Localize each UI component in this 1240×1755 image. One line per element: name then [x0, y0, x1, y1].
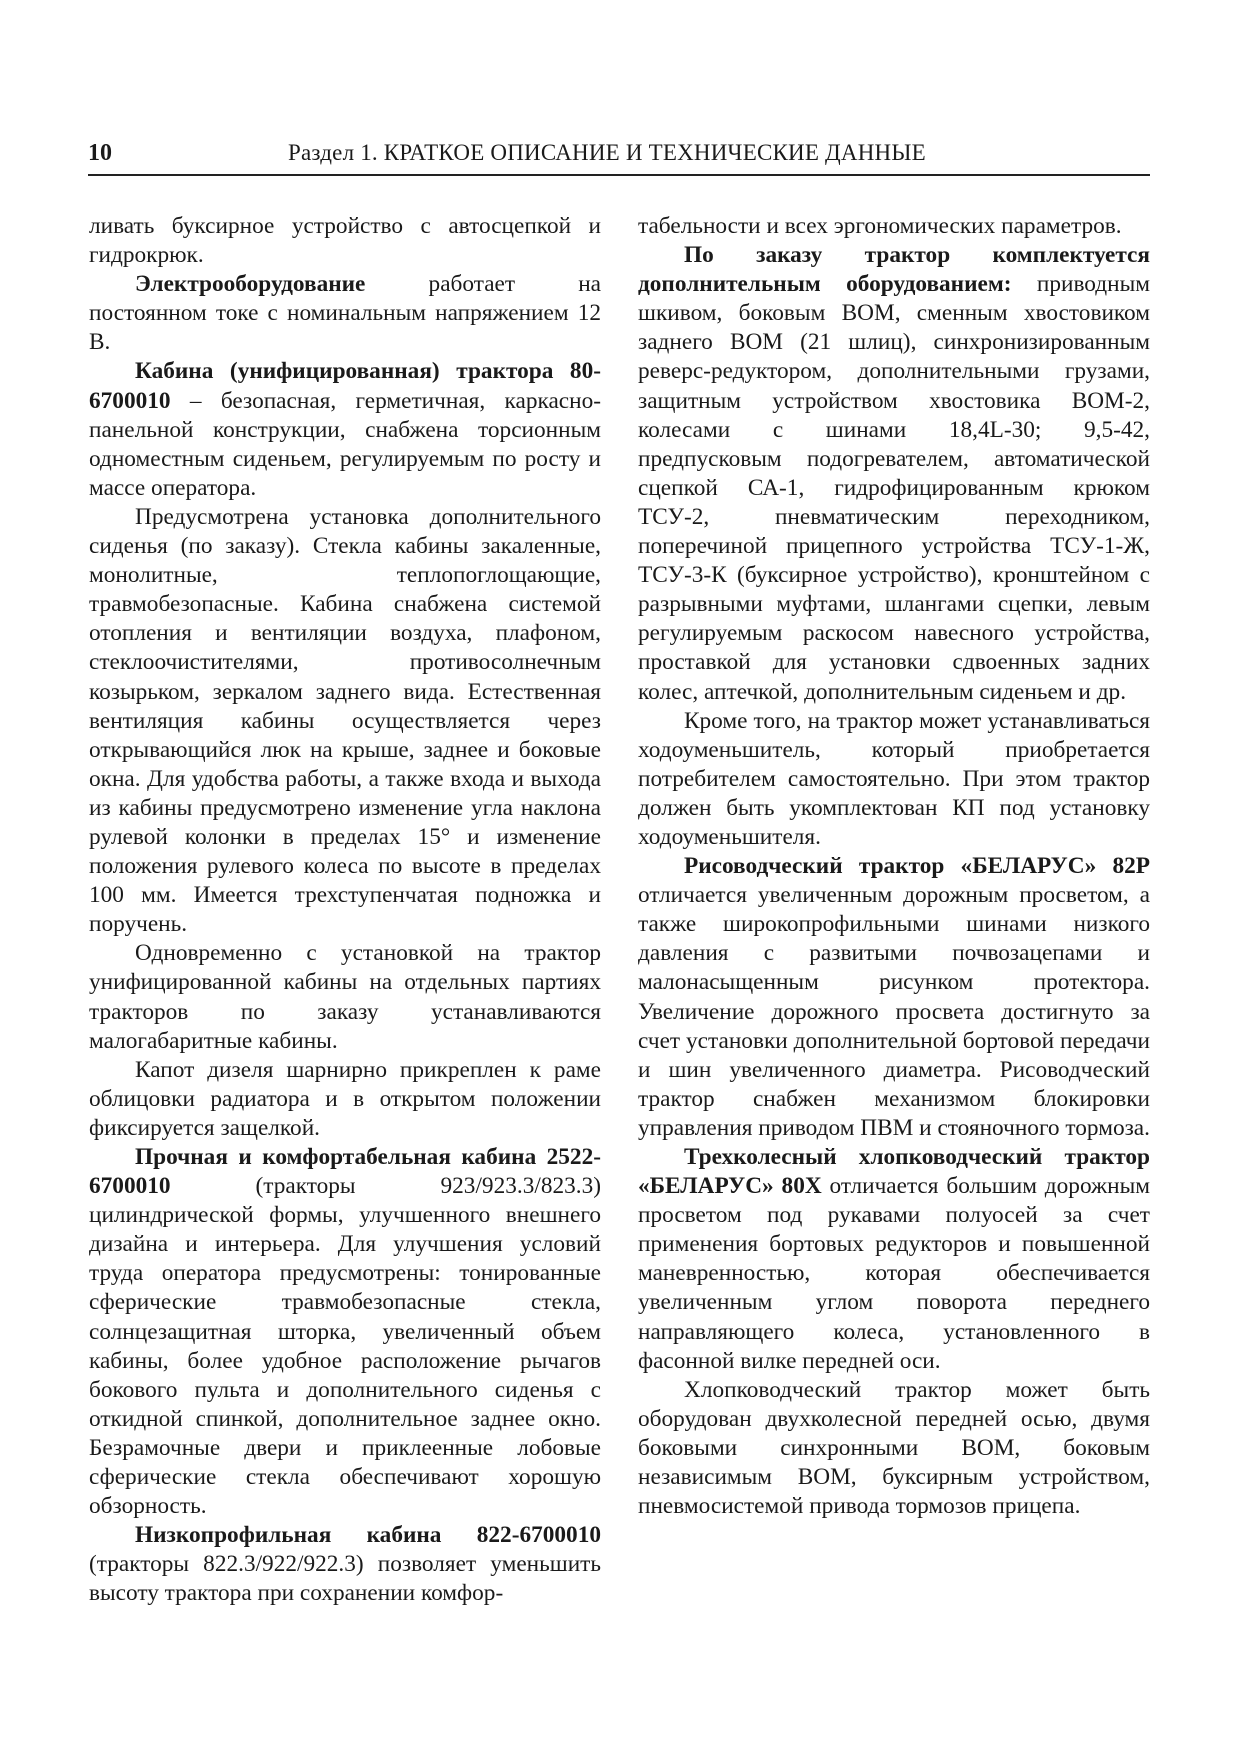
bold-term: По заказу трактор комплектуется дополнительным оборудованием: [638, 242, 1150, 298]
bold-term: Трехколесный хлопководческий трактор «БЕЛАРУС» 80Х [638, 1144, 1150, 1200]
paragraph-text: (тракторы 822.3/922/922.3) позволяет уменьшить высоту трактора при сохранении комфор- [89, 1551, 601, 1607]
page-number: 10 [88, 140, 112, 166]
paragraph [638, 852, 1150, 1143]
paragraph: Хлопководческий трактор может быть оборудован двухколесной передней осью, двумя боковыми синхронными ВОМ, боковым независимым ВОМ, буксирным устройством, пневмосистемой привода тормозов прицепа. [638, 1376, 1150, 1520]
bold-term: Прочная и комфортабельная кабина 2522-6700010 [89, 1144, 601, 1200]
paragraph-text: приводным шкивом, боковым ВОМ, сменным хвостовиком заднего ВОМ (21 шлиц), синхронизированным реверс-редуктором, дополнительными грузами, защитным устройством хвостовика ВОМ-2, колесами с шинами 18,4L-30; 9,5-42, предпусковым подогревателем, автоматической сцепкой СА-1, гидрофицированным крюком ТСУ-2, пневматическим переходником, поперечиной прицепного устройства ТСУ-1-Ж, ТСУ-3-К (буксирное устройство), кронштейном с разрывными муфтами, шлангами сцепки, левым регулируемым раскосом навесного устройства, проставкой для установки сдвоенных задних колес, аптечкой, дополнительным сиденьем и др. [638, 271, 1150, 705]
left-column [89, 212, 601, 1609]
paragraph: Одновременно с установкой на трактор унифицированной кабины на отдельных партиях тракторов по заказу устанавливаются малогабаритные кабины. [89, 940, 601, 1054]
bold-term: Кабина (унифицированная) трактора 80-6700010 [89, 358, 601, 414]
bold-term: Низкопрофильная кабина 822-6700010 [135, 1522, 601, 1549]
paragraph [638, 1143, 1150, 1376]
paragraph: ливать буксирное устройство с автосцепкой и гидрокрюк. [89, 213, 601, 269]
paragraph-text: (тракторы 923/923.3/823.3) цилиндрической формы, улучшенного внешнего дизайна и интерьера. Для улучшения условий труда оператора предусмотрены: тонированные сферические травмобезопасные стекла, солнцезащитная шторка, увеличенный объем кабины, более удобное расположение рычагов бокового пульта и дополнительного сиденья с откидной спинкой, дополнительное заднее окно. Безрамочные двери и приклеенные лобовые сферические стекла обеспечивают хорошую обзорность. [89, 1173, 601, 1520]
paragraph: табельности и всех эргономических параметров. [638, 213, 1122, 239]
bold-term: Рисоводческий трактор «БЕЛАРУС» 82Р [684, 853, 1150, 880]
running-title: Раздел 1. КРАТКОЕ ОПИСАНИЕ И ТЕХНИЧЕСКИЕ ДАННЫЕ [288, 140, 926, 165]
bold-term: Электрооборудование [135, 271, 366, 298]
paragraph [89, 270, 601, 357]
paragraph [638, 241, 1150, 707]
paragraph-text: отличается большим дорожным просветом под рукавами полуосей за счет применения бортовых редукторов и повышенной маневренностью, которая обеспечивается увеличенным углом поворота переднего направляющего колеса, установленного в фасонной вилке передней оси. [638, 1173, 1150, 1374]
page-header [88, 138, 1150, 176]
right-column [638, 212, 1150, 1521]
paragraph [89, 1143, 601, 1521]
paragraph-text: работает на постоянном токе с номинальным напряжением 12 В. [89, 271, 601, 356]
paragraph: Капот дизеля шарнирно прикреплен к раме облицовки радиатора и в открытом положении фиксируется защелкой. [89, 1056, 601, 1141]
paragraph-text: – безопасная, герметичная, каркасно-панельной конструкции, снабжена торсионным одноместным сиденьем, регулируемым по росту и массе оператора. [89, 387, 601, 501]
paragraph: Кроме того, на трактор может устанавливаться ходоуменьшитель, который приобретается потребителем самостоятельно. При этом трактор должен быть укомплектован КП под установку ходоуменьшителя. [638, 707, 1150, 850]
paragraph [89, 357, 601, 502]
paragraph [89, 1521, 601, 1608]
paragraph-text: отличается увеличенным дорожным просветом, а также широкопрофильными шинами низкого давления с развитыми почвозацепами и малонасыщенным рисунком протектора. Увеличение дорожного просвета достигнуто за счет установки дополнительной бортовой передачи и шин увеличенного диаметра. Рисоводческий трактор снабжен механизмом блокировки управления приводом ПВМ и стояночного тормоза. [638, 882, 1150, 1141]
paragraph: Предусмотрена установка дополнительного сиденья (по заказу). Стекла кабины закаленные, монолитные, теплопоглощающие, травмобезопасные. Кабина снабжена системой отопления и вентиляции воздуха, плафоном, стеклоочистителями, противосолнечным козырьком, зеркалом заднего вида. Естественная вентиляция кабины осуществляется через открывающийся люк на крыше, заднее и боковые окна. Для удобства работы, а также входа и выхода из кабины предусмотрено изменение угла наклона рулевой колонки в пределах 15° и изменение положения рулевого колеса по высоте в пределах 100 мм. Имеется трехступенчатая подножка и поручень. [89, 503, 601, 938]
